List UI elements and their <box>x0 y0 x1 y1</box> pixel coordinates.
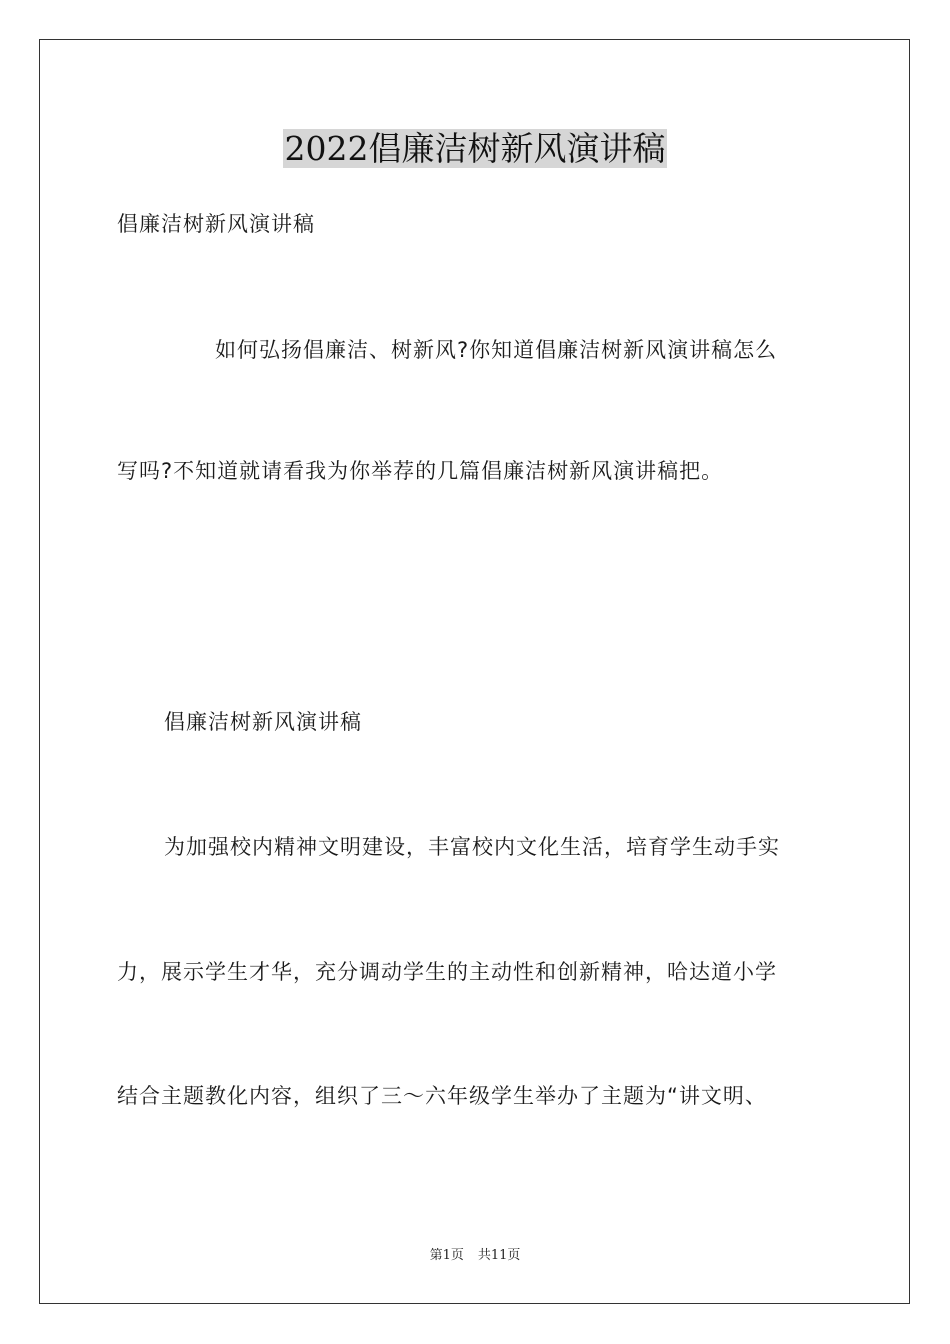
intro-line-2: 写吗?不知道就请看我为你举荐的几篇倡廉洁树新风演讲稿把。 <box>117 459 724 483</box>
section-heading: 倡廉洁树新风演讲稿 <box>164 710 362 734</box>
page-footer <box>0 1246 950 1266</box>
page-number-current: 第1页 <box>429 1248 464 1263</box>
body-line-1: 为加强校内精神文明建设，丰富校内文化生活，培育学生动手实 <box>164 835 780 859</box>
intro-line-1: 如何弘扬倡廉洁、树新风?你知道倡廉洁树新风演讲稿怎么 <box>215 338 778 362</box>
document-title-text: 2022倡廉洁树新风演讲稿 <box>284 129 666 168</box>
document-title <box>0 126 950 172</box>
subtitle: 倡廉洁树新风演讲稿 <box>117 212 315 236</box>
page-number-total: 共11页 <box>477 1248 521 1263</box>
body-line-3: 结合主题教化内容，组织了三～六年级学生举办了主题为“讲文明、 <box>117 1084 767 1108</box>
body-line-2: 力，展示学生才华，充分调动学生的主动性和创新精神，哈达道小学 <box>117 960 777 984</box>
